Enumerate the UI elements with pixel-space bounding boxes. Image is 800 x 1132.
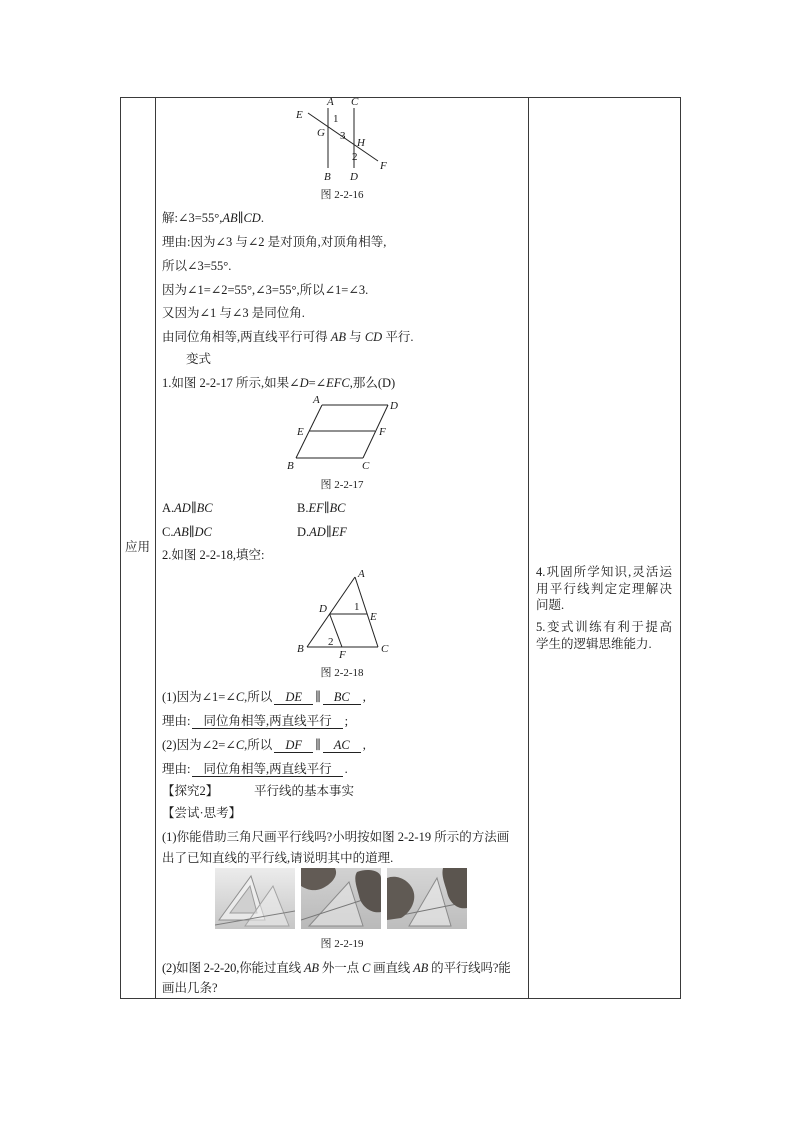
figure-2-2-16 — [290, 95, 400, 187]
label-c: C — [381, 643, 389, 655]
text-run: 解:∠3=55°, — [162, 211, 223, 225]
math-symbol: AB — [222, 211, 238, 225]
text-run: 平行. — [382, 330, 414, 344]
text-run: ∥ — [325, 525, 332, 539]
math-symbol: CD — [243, 211, 261, 225]
column-divider-notes — [528, 97, 529, 999]
label-a: A — [327, 96, 334, 108]
text-run: 理由: — [162, 714, 191, 728]
text-run: (2)因为∠2=∠ — [162, 738, 236, 752]
option-a — [162, 499, 213, 517]
option-d — [297, 523, 347, 541]
try-think-heading: 【尝试·思考】 — [162, 806, 242, 820]
explore-tag: 【探究2】 — [162, 784, 219, 798]
math-symbol: EF — [331, 525, 347, 539]
label-angle-3: 3 — [340, 130, 346, 142]
label-angle-2: 2 — [352, 151, 358, 163]
variant-heading: 变式 — [186, 352, 212, 366]
text-run: . — [260, 211, 264, 225]
answer-blank: DE — [274, 690, 313, 705]
question-1 — [162, 374, 395, 392]
math-symbol: BC — [196, 501, 213, 515]
text-run: 的平行线吗?能 — [428, 961, 511, 975]
text-run: 画直线 — [370, 961, 414, 975]
label-e: E — [297, 426, 304, 438]
figure-caption: 图 2-2-17 — [320, 479, 364, 491]
photo-hands-sliding-ruler — [301, 868, 381, 929]
math-symbol: AD — [309, 525, 326, 539]
figure-caption: 图 2-2-19 — [320, 938, 364, 950]
math-symbol: BC — [329, 501, 346, 515]
text-run: 理由:因为∠3 与∠2 是对顶角,对顶角相等, — [162, 235, 387, 249]
text-run: ∥ — [190, 501, 197, 515]
note-line: 问题. — [536, 598, 565, 612]
text-run: ∥ — [237, 211, 244, 225]
question-text — [162, 828, 509, 846]
text-run: (1)因为∠1=∠ — [162, 690, 236, 704]
text-run: , — [362, 738, 366, 752]
photo-triangle-rulers — [215, 868, 295, 929]
label-d: D — [350, 171, 358, 183]
label-c: C — [362, 460, 370, 472]
text-run: A. — [162, 501, 175, 515]
answer-blank: 同位角相等,两直线平行 — [192, 714, 342, 729]
text-run: D. — [297, 525, 310, 539]
note-line: 5.变式训练有利于提高 — [536, 620, 672, 634]
figure-caption: 图 2-2-18 — [320, 667, 364, 679]
label-angle-2: 2 — [328, 636, 334, 648]
text-run: 又因为∠1 与∠3 是同位角. — [162, 306, 305, 320]
text-run: (2)如图 2-2-20,你能过直线 — [162, 961, 304, 975]
label-b: B — [297, 643, 304, 655]
text-run: 2.如图 2-2-18,填空: — [162, 548, 265, 562]
answer-blank: DF — [274, 738, 313, 753]
label-b: B — [287, 460, 294, 472]
option-b — [297, 499, 346, 517]
text-run: ,那么(D) — [349, 376, 396, 390]
note-line: 用平行线判定定理解决 — [536, 581, 672, 596]
math-symbol: DC — [194, 525, 212, 539]
column-divider-stage — [155, 97, 156, 999]
text-run: ∥ — [314, 690, 321, 704]
teaching-note-5 — [536, 619, 672, 652]
text-run: 出了已知直线的平行线,请说明其中的道理. — [162, 851, 394, 865]
text-run: (1)你能借助三角尺画平行线吗?小明按如图 2-2-19 所示的方法画 — [162, 830, 510, 844]
note-line: 学生的逻辑思维能力. — [536, 636, 652, 651]
label-e: E — [296, 109, 303, 121]
text-run: C. — [162, 525, 174, 539]
question-2 — [162, 546, 264, 564]
text-run: 与 — [346, 330, 365, 344]
question-text — [162, 849, 393, 867]
label-d: D — [390, 400, 398, 412]
question-text — [162, 959, 511, 977]
math-symbol: AB — [173, 525, 189, 539]
label-c: C — [351, 96, 359, 108]
figure-2-2-17 — [280, 392, 405, 474]
label-h: H — [357, 137, 365, 149]
label-a: A — [358, 568, 365, 580]
text-run: ∥ — [314, 738, 321, 752]
text-run: 由同位角相等,两直线平行可得 — [162, 330, 331, 344]
text-run: ,所以 — [244, 690, 273, 704]
label-angle-1: 1 — [354, 601, 360, 613]
text-run: 因为∠1=∠2=55°,∠3=55°,所以∠1=∠3. — [162, 283, 369, 297]
label-f: F — [379, 426, 386, 438]
text-run: . — [344, 762, 348, 776]
math-symbol: AB — [303, 961, 319, 975]
fill-in-line — [162, 760, 348, 778]
label-d: D — [319, 603, 327, 615]
math-symbol: AB — [330, 330, 347, 344]
text-run: , — [362, 690, 366, 704]
math-symbol: AD — [174, 501, 191, 515]
answer-blank: BC — [323, 690, 361, 705]
text-run: 画出几条? — [162, 981, 218, 995]
label-f: F — [380, 160, 387, 172]
text-run: ∥ — [323, 501, 330, 515]
photo-hands-drawing-parallel — [387, 868, 467, 929]
label-a: A — [313, 394, 320, 406]
label-b: B — [324, 171, 331, 183]
math-symbol: AB — [413, 961, 429, 975]
option-c — [162, 523, 212, 541]
note-line: 4.巩固所学知识,灵活运 — [536, 565, 672, 579]
math-symbol: C — [235, 690, 245, 704]
label-f: F — [339, 649, 346, 661]
teaching-note-4 — [536, 564, 672, 614]
math-symbol: CD — [364, 330, 383, 344]
figure-2-2-18 — [295, 565, 395, 660]
text-run: ∥ — [188, 525, 195, 539]
answer-blank: 同位角相等,两直线平行 — [192, 762, 342, 777]
label-e: E — [370, 611, 377, 623]
math-symbol: EF — [308, 501, 324, 515]
solution-line — [162, 209, 264, 227]
solution-line — [162, 257, 231, 275]
solution-line — [162, 328, 413, 346]
question-text — [162, 979, 218, 997]
text-run: =∠ — [308, 376, 327, 390]
text-run: 1.如图 2-2-17 所示,如果∠ — [162, 376, 300, 390]
fill-in-line — [162, 688, 366, 706]
fill-in-line — [162, 712, 348, 730]
label-g: G — [317, 127, 325, 139]
stage-label: 应用 — [124, 540, 150, 554]
text-run: B. — [297, 501, 309, 515]
answer-blank: AC — [323, 738, 361, 753]
text-run: ,所以 — [244, 738, 273, 752]
solution-line — [162, 281, 368, 299]
text-run: 所以∠3=55°. — [162, 259, 232, 273]
text-run: ; — [344, 714, 349, 728]
text-run: 外一点 — [318, 961, 362, 975]
explore-title: 平行线的基本事实 — [254, 784, 355, 798]
text-run: 理由: — [162, 762, 191, 776]
solution-line — [162, 304, 305, 322]
math-symbol: C — [361, 961, 371, 975]
math-symbol: D — [299, 376, 309, 390]
math-symbol: EFC — [326, 376, 350, 390]
solution-line — [162, 233, 386, 251]
fill-in-line — [162, 736, 366, 754]
math-symbol: C — [235, 738, 245, 752]
label-angle-1: 1 — [333, 113, 339, 125]
figure-caption: 图 2-2-16 — [320, 189, 364, 201]
